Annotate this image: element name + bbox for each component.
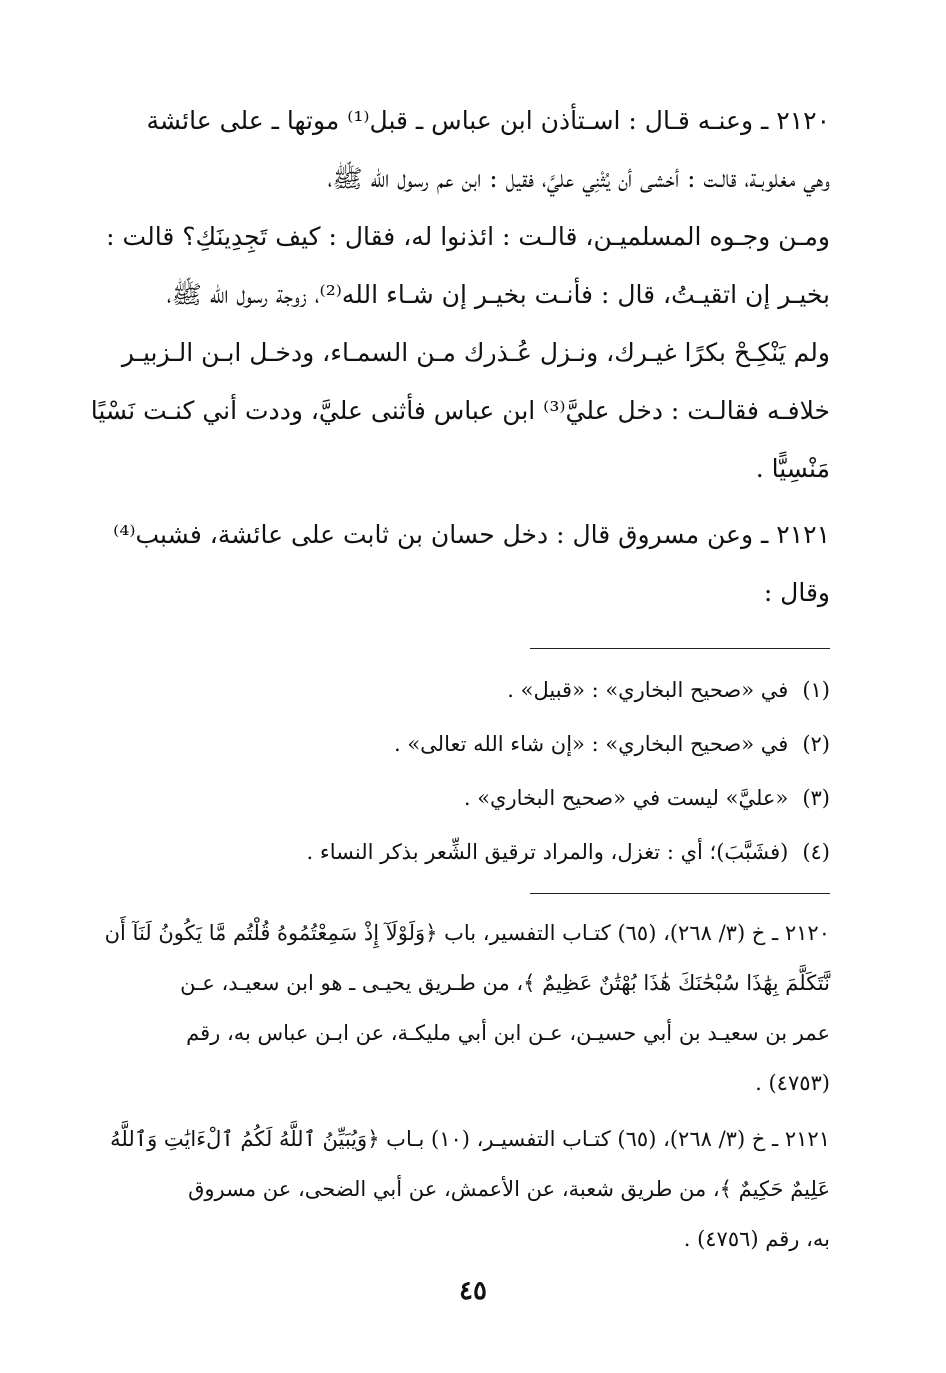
source-line: ٢١٢١ ـ خ (٣/ ٢٦٨)، (٦٥) كتـاب التفسيـر، (١٠) بـاب ﴿وَيُبَيِّنُ ٱللَّهُ لَكُمُ ٱلْءَايَٰتِ وَٱللَّهُ — [110, 1127, 830, 1151]
hadith-2121 — [113, 506, 830, 622]
source-line: به، رقم (٤٧٥٦) . — [683, 1227, 830, 1251]
footnote-mark: (١) — [802, 678, 830, 702]
text-line: وقال : — [763, 578, 830, 607]
footnote-mark: (٢) — [802, 732, 830, 756]
sources-divider — [530, 893, 830, 894]
text-line: ٢١٢١ ـ وعن مسروق قال : دخل حسان بن ثابت على عائشة، فشبب⁽⁴⁾ — [113, 520, 830, 549]
footnote-mark: (٤) — [802, 840, 830, 864]
text-line: وهي مغلوبـة، قالـت : أخشى أن يُثْنِي عليَّ، فقيل : ابن عم رسول الله ﷺ، — [327, 164, 830, 193]
source-2121 — [110, 1114, 830, 1264]
source-line: عَلِيمٌ حَكِيمٌ ﴾، من طريق شعبة، عن الأعمش، عن أبي الضحى، عن مسروق — [188, 1177, 830, 1201]
footnote-mark: (٣) — [802, 786, 830, 810]
text-line: بخيـر إن اتقيـتُ، قال : فأنـت بخيـر إن شـاء الله⁽²⁾، زوجة رسول الله ﷺ، — [166, 280, 830, 309]
text-line: ولم يَنْكِـحْ بكرًا غيـرك، ونـزل عُـذرك مـن السمـاء، ودخـل ابـن الـزبيـر — [121, 338, 830, 367]
source-line: (٤٧٥٣) . — [755, 1071, 830, 1095]
text-line: ٢١٢٠ ـ وعنـه قـال : اسـتأذن ابن عباس ـ قبل⁽¹⁾ موتها ـ على عائشة — [146, 106, 830, 135]
footnote-item — [118, 717, 830, 771]
footnote-item — [118, 771, 830, 825]
page-number: ٤٥ — [459, 1276, 487, 1306]
source-line: ٢١٢٠ ـ خ (٣/ ٢٦٨)، (٦٥) كتـاب التفسير، باب ﴿وَلَوْلَآ إِذْ سَمِعْتُمُوهُ قُلْتُم مَّا يَكُونُ لَنَآ أَن — [104, 921, 830, 945]
text-line: مَنْسِيًّا . — [755, 454, 830, 483]
hadith-2120 — [90, 92, 830, 498]
text-line: ومـن وجـوه المسلميـن، قالـت : ائذنوا له، فقال : كيف تَجِدِينَكِ؟ قالت : — [106, 222, 830, 251]
footnote-divider — [530, 648, 830, 649]
footnote-text: (فشَبَّبَ)؛ أي : تغزل، والمراد ترقيق الشِّعر بذكر النساء . — [306, 840, 789, 864]
footnotes — [118, 663, 830, 879]
page-body — [90, 92, 830, 1270]
footnote-text: في «صحيح البخاري» : «قبيل» . — [507, 678, 789, 702]
source-line: نَّتَكَلَّمَ بِهَٰذَا سُبْحَٰنَكَ هَٰذَا بُهْتَٰنٌ عَظِيمٌ ﴾، من طـريق يحيـى ـ هو ابن سعيـد، عـن — [180, 971, 830, 995]
footnote-item — [118, 825, 830, 879]
footnote-item — [118, 663, 830, 717]
footnote-text: «عليَّ» ليست في «صحيح البخاري» . — [463, 786, 789, 810]
source-2120 — [104, 908, 830, 1108]
text-line: خلافـه فقالـت : دخل عليَّ⁽³⁾ ابن عباس فأثنى عليَّ، وددت أني كنـت نَسْيًا — [90, 396, 830, 425]
footnote-text: في «صحيح البخاري» : «إن شاء الله تعالى» . — [393, 732, 789, 756]
source-line: عمر بن سعيـد بن أبي حسيـن، عـن ابن أبي مليكـة، عن ابـن عباس به، رقم — [186, 1021, 830, 1045]
